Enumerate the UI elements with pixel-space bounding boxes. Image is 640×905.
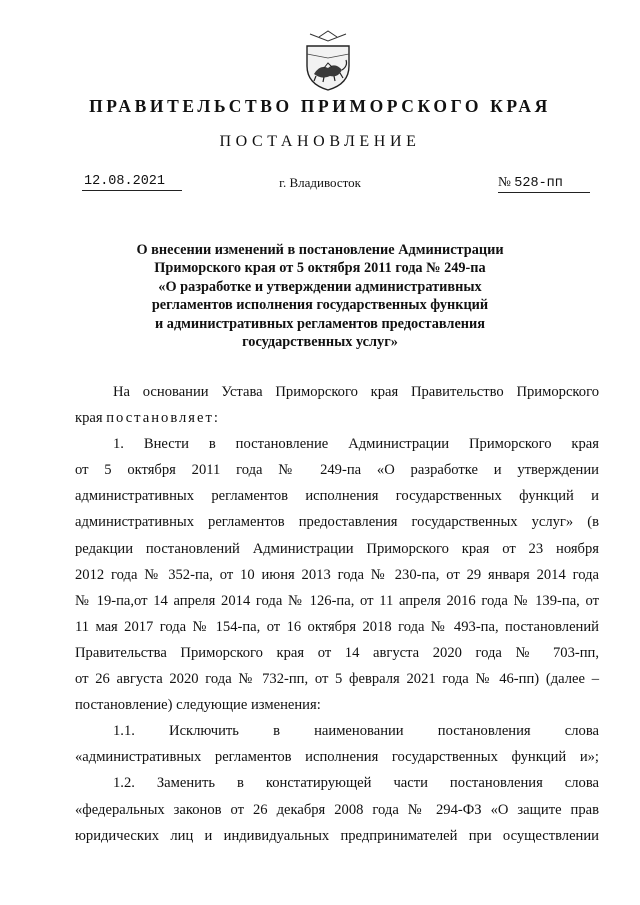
document-date: 12.08.2021	[82, 173, 182, 191]
body-line: от 5 октября 2011 года № 249-па «О разработке и утверждении	[75, 462, 599, 479]
organization-title: ПРАВИТЕЛЬСТВО ПРИМОРСКОГО КРАЯ	[89, 96, 551, 116]
body-line: № 19-па,от 14 апреля 2014 года № 126-па, от 11 апреля 2016 года № 139-па, от	[75, 592, 599, 609]
body-line: На основании Устава Приморского края Правительство Приморского	[113, 384, 599, 400]
body-line: 1.2. Заменить в констатирующей части постановления слова	[113, 775, 599, 792]
body-line: «федеральных законов от 26 декабря 2008 года № 294-ФЗ «О защите прав	[75, 801, 599, 818]
body-line: постановление) следующие изменения:	[75, 697, 321, 714]
body-line: административных регламентов исполнения государственных функций и	[75, 488, 599, 505]
body-line: административных регламентов предоставления государственных услуг» (в	[75, 514, 599, 531]
body-line: «административных регламентов исполнения государственных функций и»;	[75, 749, 599, 766]
body-line: Правительства Приморского края от 14 августа 2020 года № 703-пп,	[75, 644, 599, 661]
document-number: 528-пп	[514, 176, 563, 191]
body-text-fragment: края	[75, 410, 103, 427]
body-line: юридических лиц и индивидуальных предпринимателей при осуществлении	[75, 827, 599, 844]
subject-line: «О разработке и утверждении административных	[158, 278, 482, 295]
body-text-fragment-spaced: постановляет:	[106, 410, 220, 427]
body-line: 1.1. Исключить в наименовании постановления слова	[113, 723, 599, 740]
number-sign: №	[498, 174, 511, 189]
subject-line: и административных регламентов предоставления	[154, 315, 486, 332]
body-line: 11 мая 2017 года № 154-па, от 16 октября 2018 года № 493-па, постановлений	[75, 618, 599, 635]
primorsky-coat-of-arms-emblem	[302, 30, 354, 92]
body-line	[75, 405, 599, 431]
subject-line: О внесении изменений в постановление Администрации	[136, 242, 504, 258]
body-line: от 26 августа 2020 года № 732-пп, от 5 февраля 2021 года № 46-пп) (далее –	[75, 671, 599, 688]
document-subject	[100, 241, 540, 351]
subject-line: регламентов исполнения государственных функций	[151, 297, 489, 314]
document-type: ПОСТАНОВЛЕНИЕ	[219, 133, 421, 150]
body-line: 2012 года № 352-па, от 10 июня 2013 года № 230-па, от 29 января 2014 года	[75, 566, 599, 583]
body-line: 1. Внести в постановление Администрации Приморского края	[113, 436, 599, 453]
document-body	[75, 379, 599, 849]
document-city: г. Владивосток	[279, 175, 361, 190]
subject-line: государственных услуг»	[242, 334, 398, 351]
body-line: редакции постановлений Администрации Приморского края от 23 ноября	[75, 540, 599, 557]
document-number-field	[498, 173, 590, 193]
subject-line: Приморского края от 5 октября 2011 года № 249-па	[154, 260, 486, 277]
